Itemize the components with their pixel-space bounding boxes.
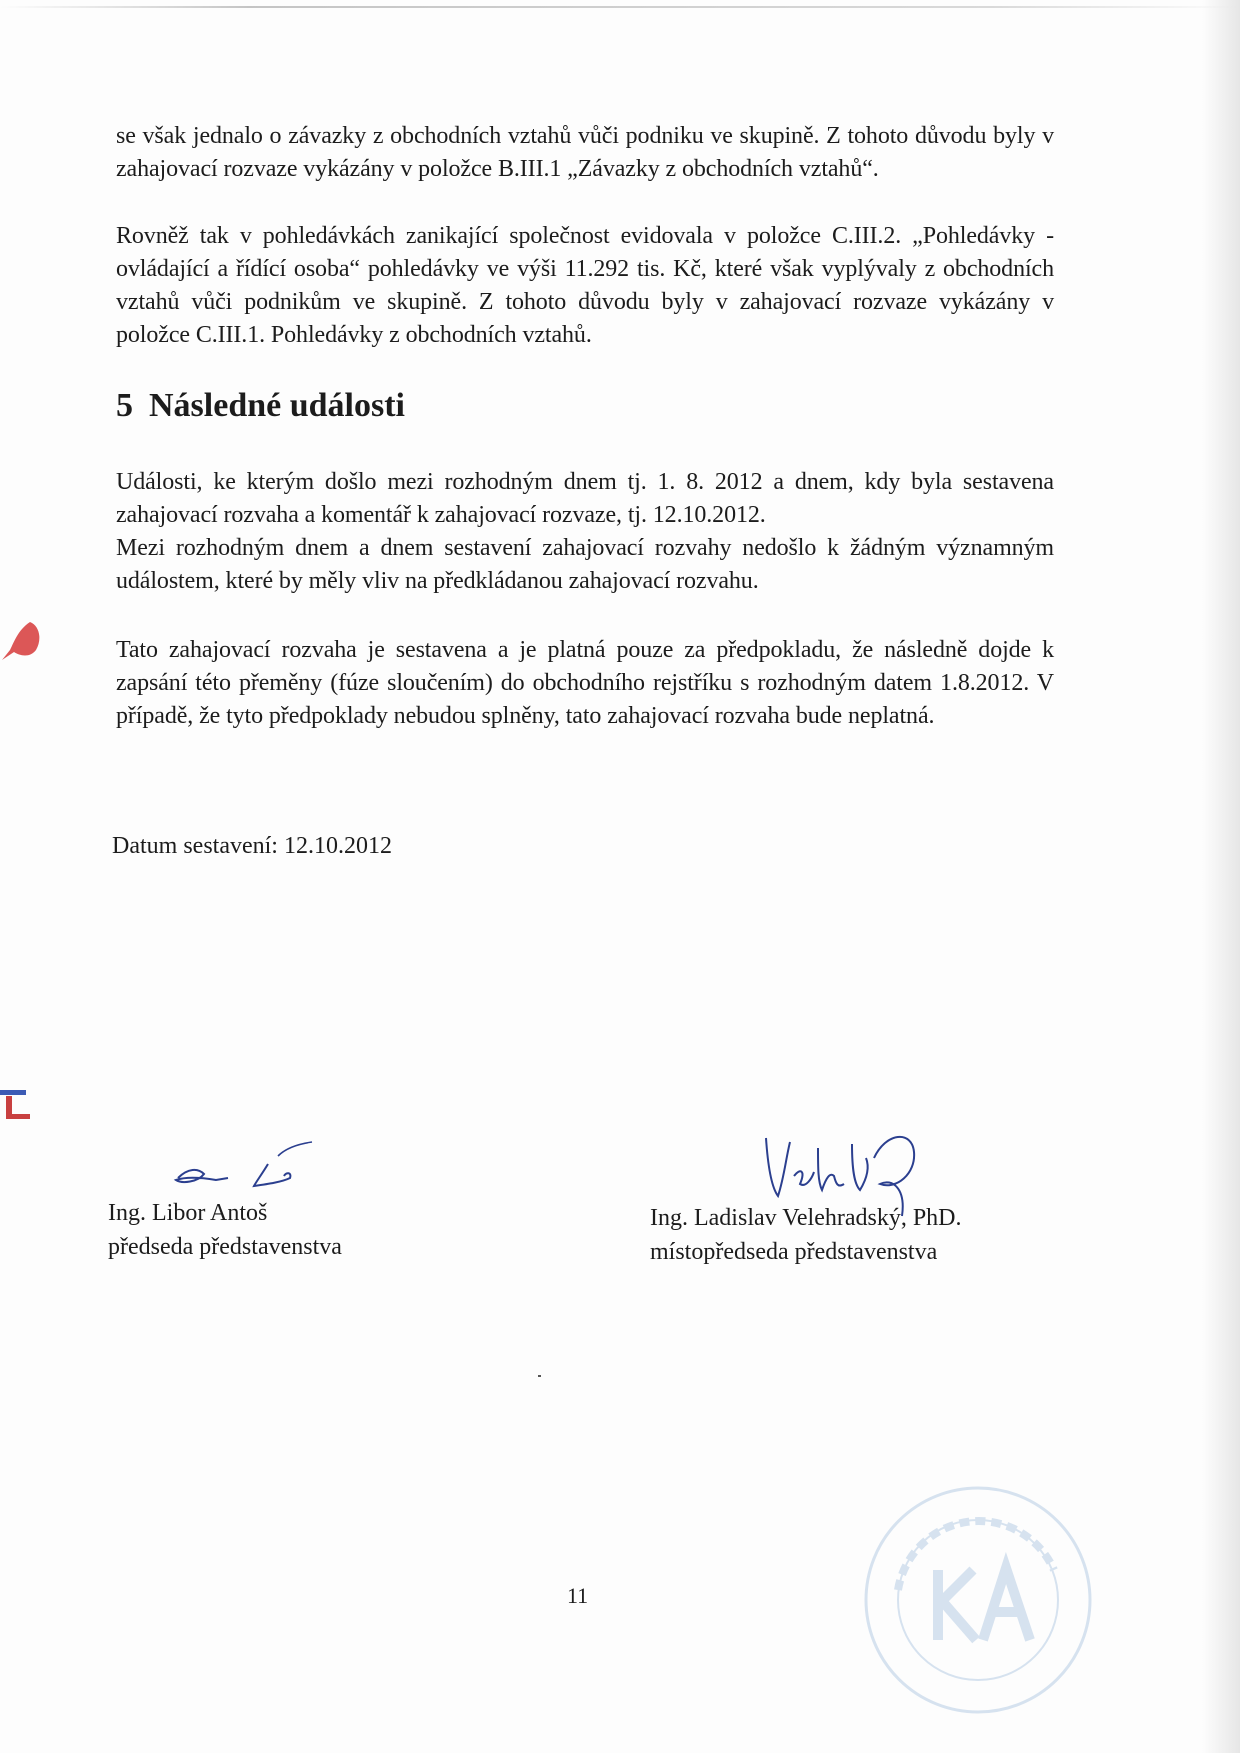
compilation-date: Datum sestavení: 12.10.2012 — [112, 833, 392, 859]
signatory-right-name: Ing. Ladislav Velehradský, PhD. — [650, 1205, 962, 1231]
section-heading — [116, 387, 405, 425]
paragraph-liabilities: se však jednalo o závazky z obchodních vztahů vůči podniku ve skupině. Z tohoto důvodu byly v zahajovací rozvaze vykázány v položce B.III.1 „Závazky z obchodních vztahů“. — [116, 123, 1054, 182]
section-title: Následné události — [149, 387, 405, 424]
section-number: 5 — [116, 387, 133, 424]
signature-antos — [158, 1138, 318, 1198]
scan-speck — [538, 1375, 541, 1377]
paragraph-no-events: Mezi rozhodným dnem a dnem sestavení zahajovací rozvahy nedošlo k žádným významným událostem, které by měly vliv na předkládanou zahajovací rozvahu. — [116, 535, 1054, 594]
signatory-left — [108, 1196, 342, 1264]
paragraph-events-period: Události, ke kterým došlo mezi rozhodným dnem tj. 1. 8. 2012 a dnem, kdy byla sestavena zahajovací rozvaha a komentář k zahajovací rozvaze, tj. 12.10.2012. — [116, 469, 1054, 528]
signatory-right-role: místopředseda představenstva — [650, 1239, 938, 1265]
binder-mark-red — [0, 620, 44, 666]
scan-right-edge — [1202, 0, 1240, 1753]
signatory-left-role: předseda představenstva — [108, 1234, 342, 1260]
paragraph-receivables: Rovněž tak v pohledávkách zanikající společnost evidovala v položce C.III.2. „Pohledávky - ovládající a řídící osoba“ pohledávky ve výši 11.292 tis. Kč, které však vyplývaly z obchodních vztahů vůči podnikům ve skupině. Z tohoto důvodu byly v zahajovací rozvaze vykázány v položce C.III.1. Pohledávky z obchodních vztahů. — [116, 223, 1054, 348]
signatory-right — [650, 1201, 962, 1269]
scan-top-edge — [0, 6, 1240, 8]
binder-mark-tricolor — [0, 1090, 36, 1126]
signatory-left-name: Ing. Libor Antoš — [108, 1200, 268, 1226]
page-number: 11 — [567, 1583, 589, 1608]
auditor-stamp — [858, 1480, 1098, 1720]
paragraph-validity: Tato zahajovací rozvaha je sestavena a je platná pouze za předpokladu, že následně dojde k zapsání této přeměny (fúze sloučením) do obchodního rejstříku s rozhodným datem 1.8.2012. V případě, že tyto předpoklady nebudou splněny, tato zahajovací rozvaha bude neplatná. — [116, 637, 1054, 729]
